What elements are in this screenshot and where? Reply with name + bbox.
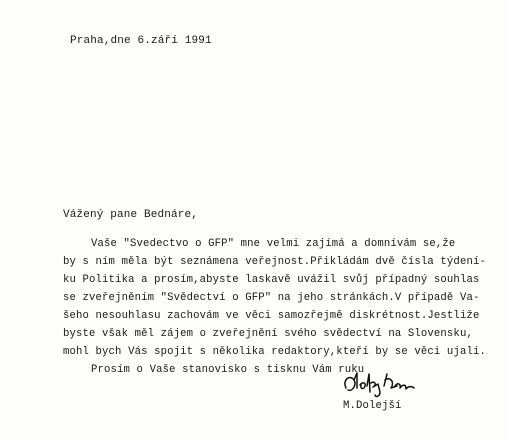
closing-line: Prosím o Vaše stanovisko s tisknu Vám ruku [91, 364, 365, 376]
handwritten-signature [340, 370, 430, 400]
signer-name: M.Dolejší [343, 400, 402, 412]
body-line: mohl bych Vás spojit s několika redaktory,kteří by se věci ujali. [63, 346, 486, 358]
date-line: Praha,dne 6.září 1991 [70, 35, 212, 47]
salutation: Vážený pane Bednáre, [63, 209, 199, 221]
body-line: Vaše "Svedectvo o GFP" mne velmi zajímá a domnívám se,že [91, 238, 456, 250]
body-line: šeho nesouhlasu zachovám ve věci samozřejmě diskrétnost.Jestliže [63, 310, 480, 322]
body-line: ku Politika a prosím,abyste laskavě uvážil svůj případný souhlas [63, 274, 480, 286]
body-line: by s ním měla být seznámena veřejnost.Přikládám dvě čísla týdení- [63, 256, 486, 268]
body-line: byste však měl zájem o zveřejnění svého svědectví na Slovensku, [63, 328, 473, 340]
body-line: se zveřejněním "Svědectví o GFP" na jeho stránkách.V případě Va- [63, 292, 480, 304]
